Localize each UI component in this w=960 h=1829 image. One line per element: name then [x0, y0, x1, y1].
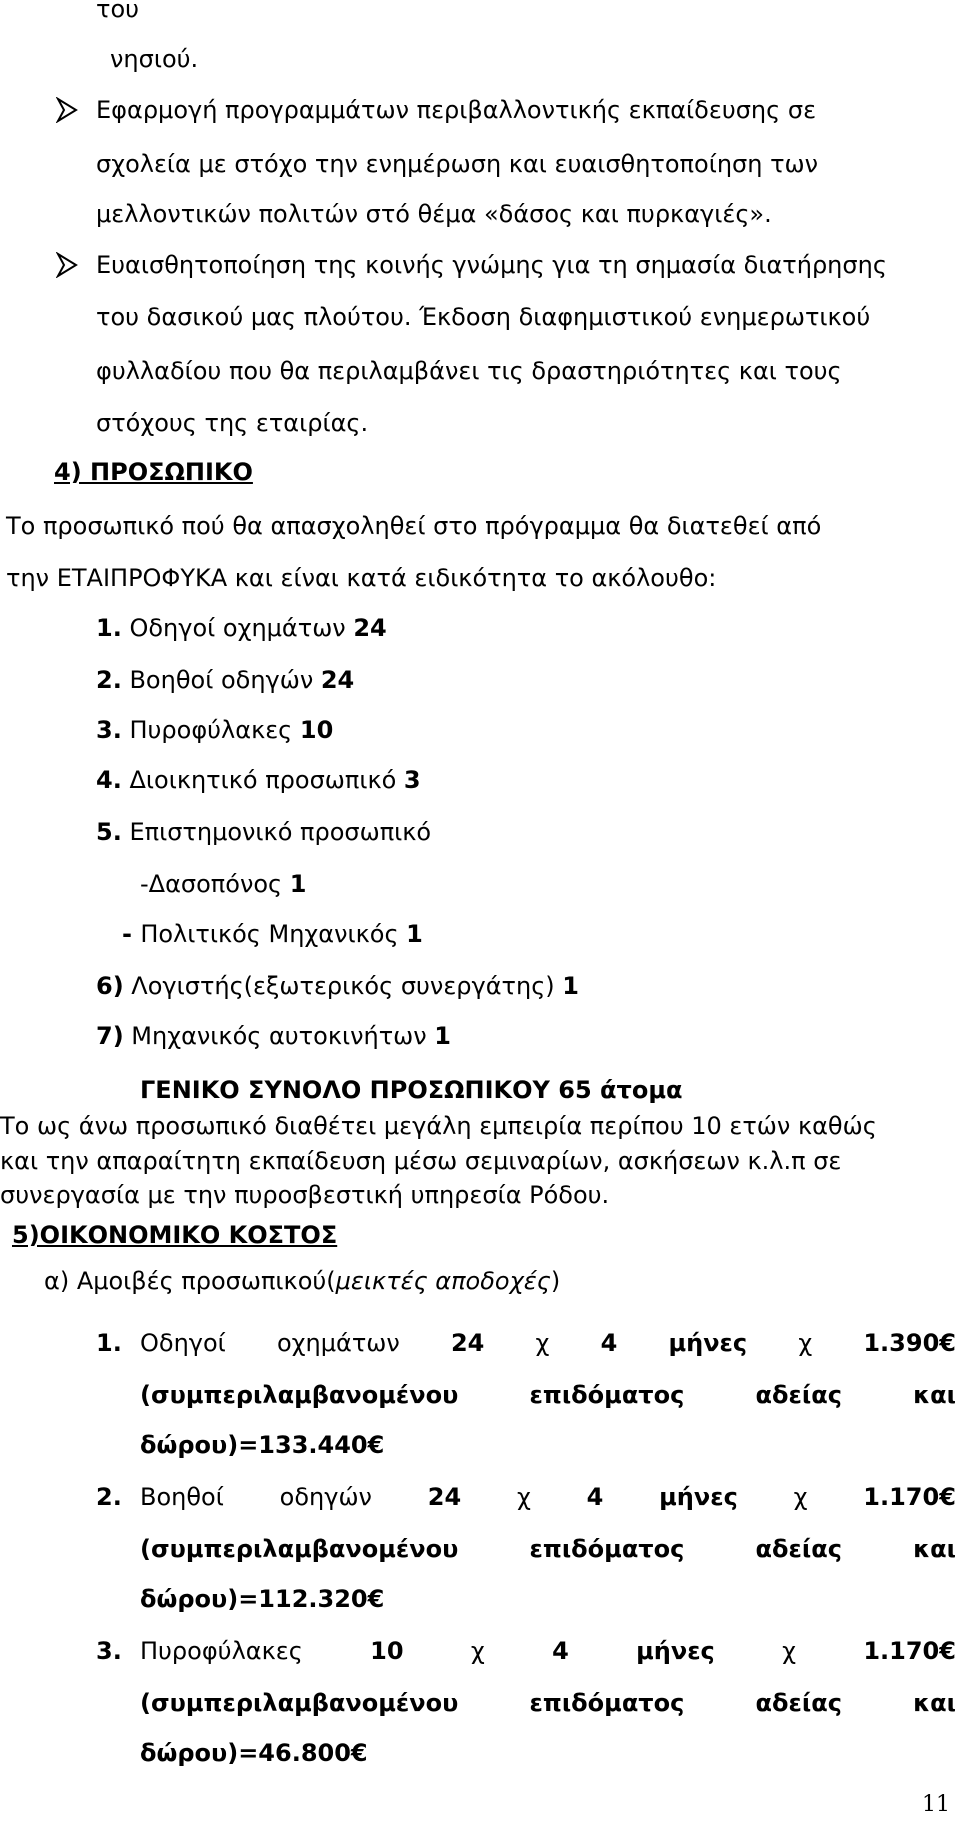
staff-item-label: Επιστημονικό προσωπικό	[129, 818, 432, 846]
cost-months: 4	[600, 1329, 618, 1357]
staff-item-number: 5.	[96, 818, 122, 846]
staff-item-number: 7)	[96, 1022, 124, 1050]
cost-2-row-1	[140, 1482, 956, 1512]
cost-item-number: 2.	[96, 1483, 122, 1511]
arrow-bullet-icon	[56, 97, 78, 123]
cost-count: 24	[427, 1483, 462, 1511]
bullet-1-line-2: σχολεία με στόχο την ενημέρωση και ευαισθητοποίηση των	[96, 150, 819, 178]
page-number: 11	[922, 1792, 950, 1817]
staff-item-5	[96, 817, 431, 847]
cost-months-label: μήνες	[668, 1329, 748, 1357]
staff-item-label: Πυροφύλακες	[129, 716, 300, 744]
subheading-italic: μεικτές αποδοχές	[335, 1267, 551, 1295]
staff-item-4	[96, 765, 421, 795]
cost-item-number: 1.	[96, 1329, 122, 1357]
cost-note: και	[913, 1535, 956, 1563]
cost-note: αδείας	[755, 1381, 842, 1409]
bullet-1-line-3: μελλοντικών πολιτών στό θέμα «δάσος και πυρκαγιές».	[96, 200, 772, 228]
staff-item-1	[96, 613, 387, 643]
cost-count: 10	[370, 1637, 404, 1665]
continuation-line-2: νησιού.	[110, 45, 199, 73]
experience-line-1: Το ως άνω προσωπικό διαθέτει μεγάλη εμπειρία περίπου 10 ετών καθώς	[0, 1112, 877, 1140]
staff-item-label: Βοηθοί οδηγών	[129, 666, 321, 694]
staff-item-7	[96, 1021, 451, 1051]
bullet-2-line-2: του δασικού μας πλούτου. Έκδοση διαφημιστικού ενημερωτικού	[96, 303, 871, 331]
staff-item-count: 1	[434, 1022, 451, 1050]
cost-role: Πυροφύλακες	[140, 1637, 303, 1665]
cost-note: επιδόματος	[529, 1381, 685, 1409]
section-5-subheading	[44, 1266, 560, 1296]
staff-item-label: Διοικητικό προσωπικό	[129, 766, 404, 794]
staff-item-count: 24	[353, 614, 387, 642]
subheading-text: α) Αμοιβές προσωπικού(	[44, 1267, 336, 1295]
staff-item-count: 3	[403, 766, 421, 794]
subitem-count: 1	[406, 920, 423, 948]
cost-times: χ	[516, 1483, 531, 1511]
cost-note: (συμπεριλαμβανομένου	[140, 1535, 459, 1563]
bullet-1-line-1: Εφαρμογή προγραμμάτων περιβαλλοντικής εκπαίδευσης σε	[96, 96, 817, 124]
subitem-label: Δασοπόνος	[148, 870, 290, 898]
staff-item-number: 1.	[96, 614, 122, 642]
cost-count: 24	[450, 1329, 485, 1357]
cost-role: Οδηγοί	[140, 1329, 226, 1357]
cost-note: επιδόματος	[529, 1535, 685, 1563]
section-4-heading: 4) ΠΡΟΣΩΠΙΚΟ	[54, 458, 253, 486]
cost-1-total: δώρου)=133.440€	[140, 1431, 385, 1459]
cost-3-row-1	[140, 1636, 956, 1666]
cost-role: οχημάτων	[276, 1329, 400, 1357]
cost-times: χ	[470, 1637, 485, 1665]
bullet-2-line-3: φυλλαδίου που θα περιλαμβάνει τις δραστηριότητες και τους	[96, 357, 842, 385]
cost-times: χ	[793, 1483, 808, 1511]
cost-role: οδηγών	[279, 1483, 372, 1511]
staff-item-6	[96, 971, 579, 1001]
cost-monthly-pay: 1.390€	[863, 1329, 956, 1357]
subitem-label: Πολιτικός Μηχανικός	[140, 920, 407, 948]
cost-item-number: 3.	[96, 1637, 122, 1665]
cost-3-row-2	[140, 1688, 956, 1718]
cost-months-label: μήνες	[636, 1637, 715, 1665]
staff-item-3	[96, 715, 333, 745]
cost-1-row-1	[140, 1328, 956, 1358]
cost-times: χ	[535, 1329, 550, 1357]
staff-item-2	[96, 665, 354, 695]
cost-note: (συμπεριλαμβανομένου	[140, 1381, 459, 1409]
experience-line-3: συνεργασία με την πυροσβεστική υπηρεσία Ρόδου.	[0, 1181, 610, 1209]
staff-item-number: 6)	[96, 972, 124, 1000]
staff-item-count: 24	[320, 666, 355, 694]
staff-item-number: 4.	[96, 766, 122, 794]
cost-note: (συμπεριλαμβανομένου	[140, 1689, 459, 1717]
subheading-close: )	[550, 1267, 561, 1295]
cost-role: Βοηθοί	[140, 1483, 224, 1511]
cost-3-total: δώρου)=46.800€	[140, 1739, 368, 1767]
cost-times: χ	[782, 1637, 796, 1665]
cost-months: 4	[586, 1483, 604, 1511]
cost-times: χ	[798, 1329, 813, 1357]
cost-note: αδείας	[755, 1689, 842, 1717]
staff-grand-total: ΓΕΝΙΚΟ ΣΥΝΟΛΟ ΠΡΟΣΩΠΙΚΟΥ 65 άτομα	[140, 1076, 683, 1104]
bullet-2-line-1: Ευαισθητοποίηση της κοινής γνώμης για τη σημασία διατήρησης	[96, 251, 887, 279]
cost-note: επιδόματος	[529, 1689, 685, 1717]
staff-subitem-civil-engineer	[122, 919, 423, 949]
cost-2-total: δώρου)=112.320€	[140, 1585, 385, 1613]
subitem-dash: -	[140, 870, 149, 898]
section-4-intro-1: Το προσωπικό πού θα απασχοληθεί στο πρόγραμμα θα διατεθεί από	[6, 512, 822, 540]
cost-2-row-2	[140, 1534, 956, 1564]
section-4-intro-2: την ΕΤΑΙΠΡΟΦΥΚΑ και είναι κατά ειδικότητα το ακόλουθο:	[6, 564, 717, 592]
section-5-heading: 5)ΟΙΚΟΝΟΜΙΚΟ ΚΟΣΤΟΣ	[12, 1221, 338, 1249]
cost-months: 4	[552, 1637, 569, 1665]
staff-item-number: 2.	[96, 666, 122, 694]
staff-item-label: Λογιστής(εξωτερικός συνεργάτης)	[123, 972, 563, 1000]
staff-item-number: 3.	[96, 716, 122, 744]
cost-monthly-pay: 1.170€	[863, 1483, 956, 1511]
arrow-bullet-icon	[56, 252, 78, 278]
cost-months-label: μήνες	[659, 1483, 738, 1511]
bullet-2-line-4: στόχους της εταιρίας.	[96, 409, 369, 437]
continuation-line-1: του	[96, 0, 140, 23]
cost-note: και	[913, 1381, 956, 1409]
staff-item-label: Μηχανικός αυτοκινήτων	[123, 1022, 435, 1050]
cost-note: αδείας	[755, 1535, 842, 1563]
staff-item-count: 1	[562, 972, 579, 1000]
experience-line-2: και την απαραίτητη εκπαίδευση μέσω σεμιναρίων, ασκήσεων κ.λ.π σε	[0, 1147, 842, 1175]
cost-monthly-pay: 1.170€	[863, 1637, 956, 1665]
subitem-dash: -	[122, 920, 141, 948]
subitem-count: 1	[289, 870, 307, 898]
staff-item-label: Οδηγοί οχημάτων	[129, 614, 354, 642]
staff-item-count: 10	[299, 716, 334, 744]
staff-subitem-forester	[140, 869, 306, 899]
cost-note: και	[913, 1689, 956, 1717]
cost-1-row-2	[140, 1380, 956, 1410]
